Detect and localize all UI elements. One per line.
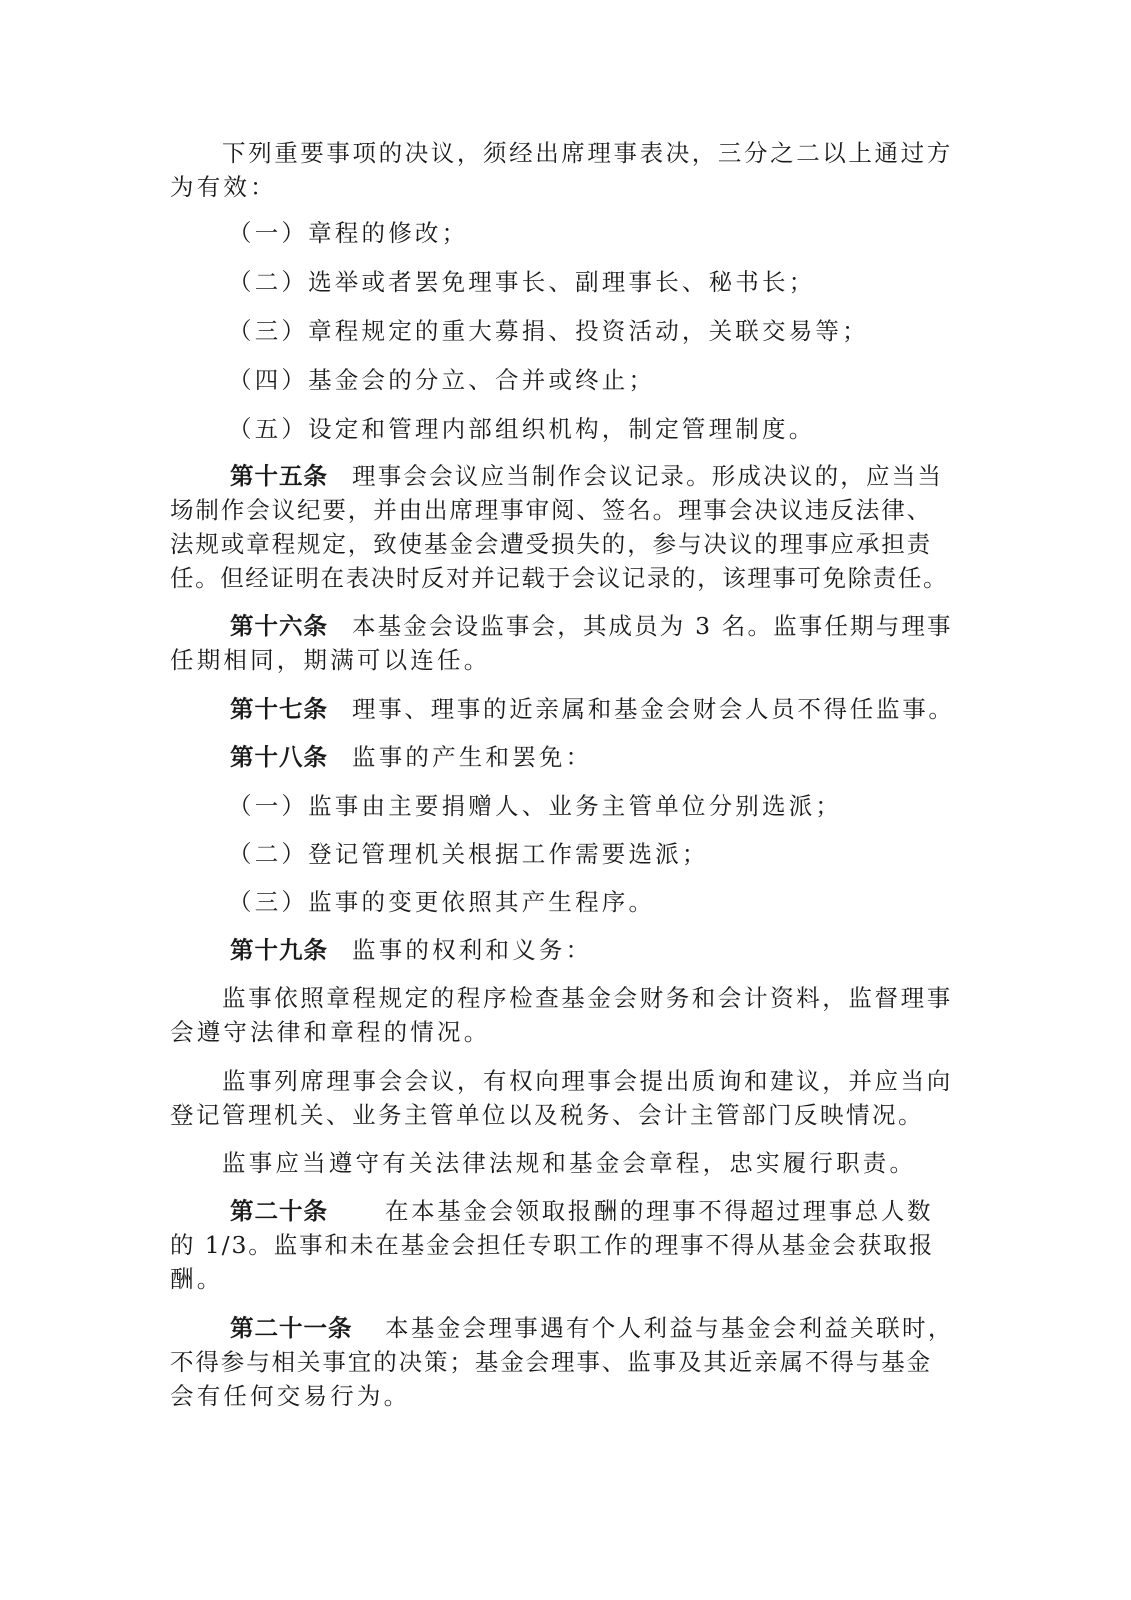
- paragraph-line: 场制作会议纪要，并由出席理事审阅、签名。理事会决议违反法律、: [170, 496, 932, 524]
- paragraph-line: 监事的产生和罢免：: [352, 743, 593, 771]
- paragraph-line: 在本基金会领取报酬的理事不得超过理事总人数: [385, 1197, 934, 1225]
- article-title: 第二十一条: [230, 1314, 353, 1342]
- article-title: 第二十条: [230, 1197, 328, 1225]
- list-item: （二）登记管理机关根据工作需要选派；: [228, 840, 709, 868]
- list-item: （一）监事由主要捐赠人、业务主管单位分别选派；: [228, 792, 843, 820]
- article-title: 第十六条: [230, 612, 328, 640]
- paragraph-line: 的 1/3。监事和未在基金会担任专职工作的理事不得从基金会获取报: [170, 1231, 935, 1259]
- paragraph-line: 监事的权利和义务：: [352, 936, 593, 964]
- article-title: 第十七条: [230, 695, 328, 723]
- paragraph-line: 本基金会设监事会，其成员为 3 名。监事任期与理事: [352, 612, 953, 640]
- list-item: （三）监事的变更依照其产生程序。: [228, 888, 656, 916]
- paragraph-line: 理事、理事的近亲属和基金会财会人员不得任监事。: [352, 695, 955, 723]
- list-item: （三）章程规定的重大募捐、投资活动，关联交易等；: [228, 317, 869, 345]
- paragraph-line: 任期相同，期满可以连任。: [170, 646, 491, 674]
- paragraph-line: 法规或章程规定，致使基金会遭受损失的，参与决议的理事应承担责: [170, 530, 932, 558]
- paragraph-line: 监事应当遵守有关法律法规和基金会章程，忠实履行职责。: [222, 1149, 917, 1177]
- list-item: （五）设定和管理内部组织机构，制定管理制度。: [228, 415, 816, 443]
- list-item: （二）选举或者罢免理事长、副理事长、秘书长；: [228, 268, 816, 296]
- paragraph-line: 酬。: [170, 1265, 224, 1293]
- paragraph-line: 不得参与相关事宜的决策；基金会理事、监事及其近亲属不得与基金: [170, 1348, 932, 1376]
- paragraph-line: 本基金会理事遇有个人利益与基金会利益关联时，: [385, 1314, 954, 1342]
- list-item: （四）基金会的分立、合并或终止；: [228, 366, 656, 394]
- article-title: 第十五条: [230, 462, 328, 490]
- list-item: （一）章程的修改；: [228, 219, 469, 247]
- paragraph-line: 理事会会议应当制作会议记录。形成决议的，应当当: [352, 462, 944, 490]
- paragraph-line: 任。但经证明在表决时反对并记载于会议记录的，该理事可免除责任。: [170, 564, 949, 592]
- article-title: 第十九条: [230, 936, 328, 964]
- paragraph-line: 监事列席理事会会议，有权向理事会提出质询和建议，并应当向: [222, 1067, 953, 1095]
- paragraph-line: 会遵守法律和章程的情况。: [170, 1018, 491, 1046]
- article-title: 第十八条: [230, 743, 328, 771]
- paragraph-line: 为有效：: [170, 173, 277, 201]
- paragraph-line: 登记管理机关、业务主管单位以及税务、会计主管部门反映情况。: [170, 1101, 924, 1129]
- paragraph-line: 监事依照章程规定的程序检查基金会财务和会计资料，监督理事: [222, 984, 953, 1012]
- paragraph-line: 会有任何交易行为。: [170, 1382, 411, 1410]
- paragraph-line: 下列重要事项的决议，须经出席理事表决，三分之二以上通过方: [222, 139, 953, 167]
